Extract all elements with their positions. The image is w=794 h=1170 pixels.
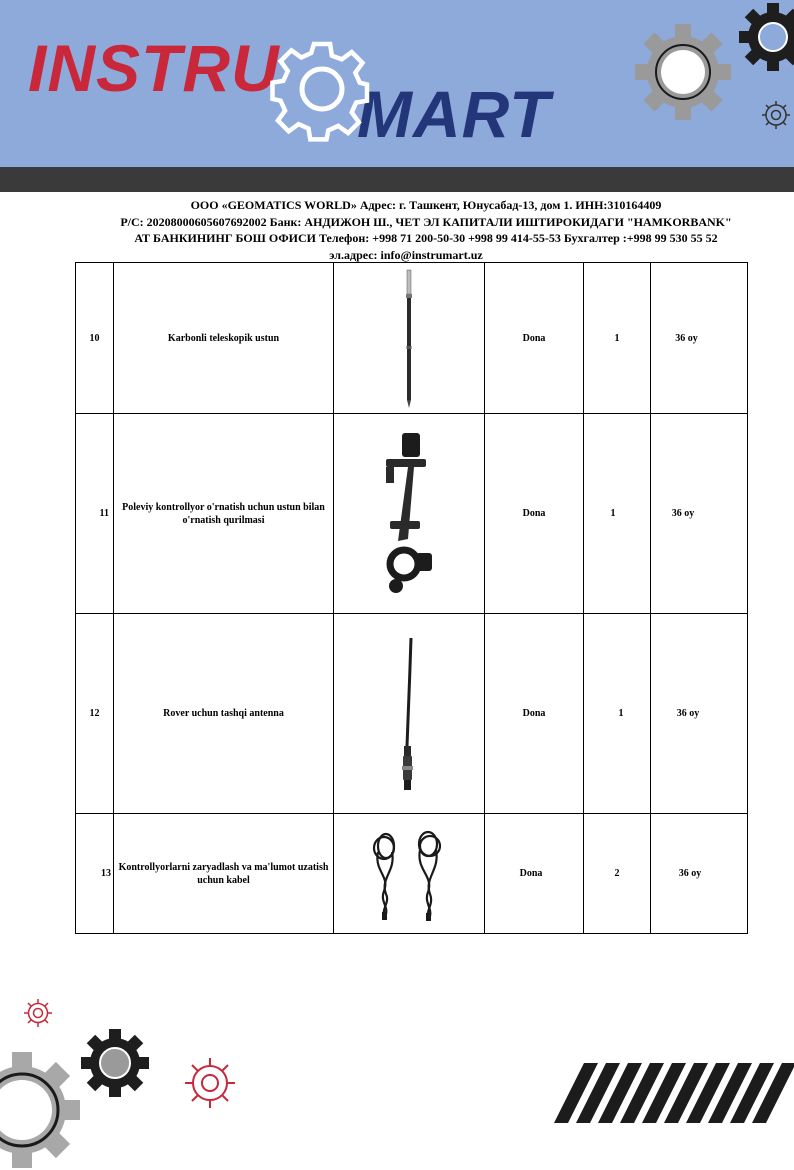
- item-warranty: 36 oy: [651, 414, 748, 614]
- cable-icon: [364, 826, 454, 921]
- table-row: [76, 814, 748, 934]
- table-row: [76, 414, 748, 614]
- company-line-phone: АТ БАНКИНИНГ БОШ ОФИСИ Телефон: +998 71 200-50-30 +998 99 414-55-53 Бухгалтер :+998 99 530 55 52: [134, 231, 718, 245]
- item-warranty: 36 oy: [651, 614, 748, 814]
- item-image: [334, 263, 485, 414]
- items-table: [75, 262, 748, 934]
- item-name: Kontrollyorlarni zaryadlash va ma'lumot uzatish uchun kabel: [114, 814, 334, 934]
- item-image: [334, 614, 485, 814]
- row-number: 13: [76, 814, 114, 934]
- item-quantity: 1: [584, 263, 651, 414]
- item-quantity: 2: [584, 814, 651, 934]
- item-name: Rover uchun tashqi antenna: [114, 614, 334, 814]
- company-details: [0, 197, 794, 263]
- telescopic-pole-icon: [394, 268, 424, 408]
- antenna-icon: [389, 634, 429, 794]
- gear-grey-icon: [633, 22, 733, 122]
- item-warranty: 36 oy: [651, 263, 748, 414]
- row-number: 10: [76, 263, 114, 414]
- item-name: Poleviy kontrollyor o'rnatish uchun ustun bilan o'rnatish qurilmasi: [114, 414, 334, 614]
- table-row: [76, 263, 748, 414]
- logo-text-mart: MART: [357, 77, 551, 151]
- gear-black-icon: [738, 2, 794, 72]
- row-number: 12: [76, 614, 114, 814]
- header-dark-strip: [0, 167, 794, 192]
- logo-gear-icon: [266, 33, 378, 145]
- item-unit: Dona: [485, 263, 584, 414]
- item-name: Karbonli teleskopik ustun: [114, 263, 334, 414]
- company-line-email: эл.адрес: info@instrumart.uz: [329, 247, 483, 262]
- gear-red-small-icon: [22, 997, 54, 1029]
- item-quantity: 1: [584, 414, 651, 614]
- row-number: 11: [76, 414, 114, 614]
- company-line-address: ООО «GEOMATICS WORLD» Адрес: г. Ташкент, Юнусабад-13, дом 1. ИНН:310164409: [190, 198, 662, 212]
- item-unit: Dona: [485, 414, 584, 614]
- controller-mount-icon: [374, 429, 444, 599]
- gear-red-outline-icon: [182, 1055, 238, 1111]
- company-line-bank: Р/С: 20208000605607692002 Банк: АНДИЖОН Ш., ЧЕТ ЭЛ КАПИТАЛИ ИШТИРОКИДАГИ "HAMKORBANK": [120, 214, 732, 229]
- item-image: [334, 414, 485, 614]
- item-image: [334, 814, 485, 934]
- item-unit: Dona: [485, 814, 584, 934]
- diagonal-stripes-decoration: [554, 1063, 794, 1123]
- item-unit: Dona: [485, 614, 584, 814]
- item-quantity: 1: [584, 614, 651, 814]
- logo-text-instru: INSTRU: [28, 31, 280, 105]
- item-warranty: 36 oy: [651, 814, 748, 934]
- gear-black-footer-icon: [80, 1028, 150, 1098]
- gear-small-outline-icon: [760, 99, 792, 131]
- table-row: [76, 614, 748, 814]
- gear-grey-footer-icon: [0, 1050, 82, 1170]
